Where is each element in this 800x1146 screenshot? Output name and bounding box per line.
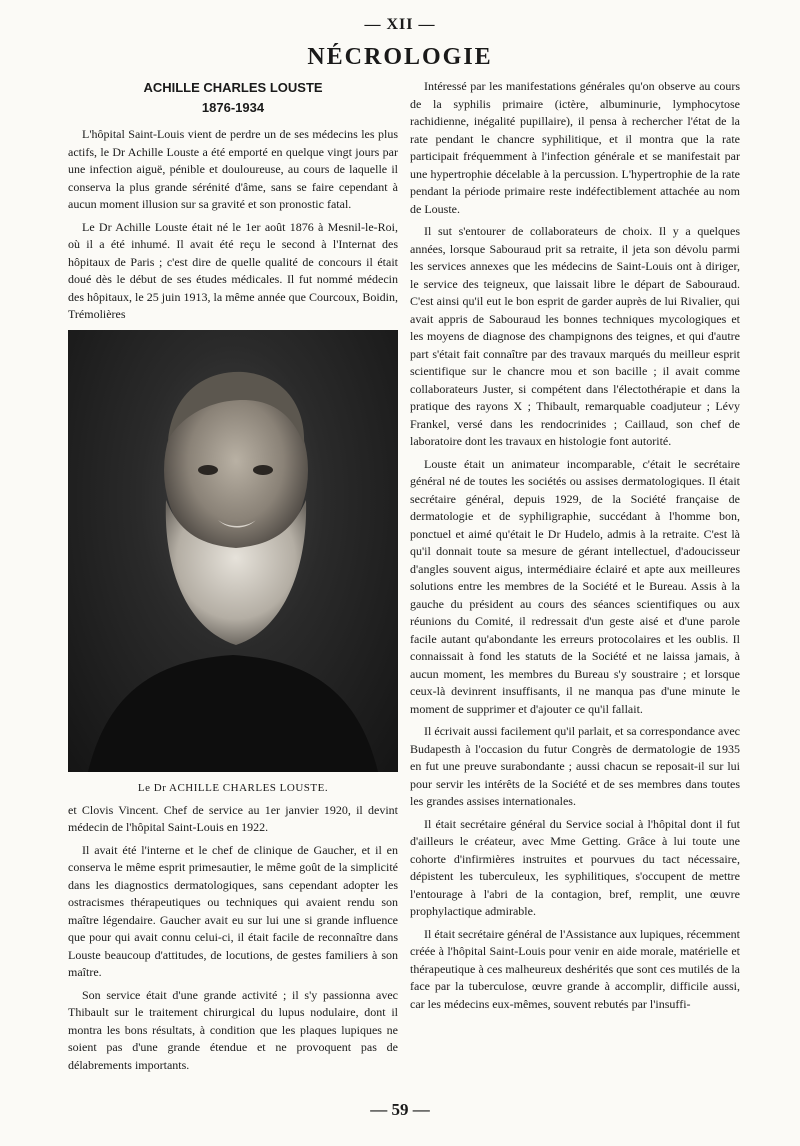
paragraph: L'hôpital Saint-Louis vient de perdre un de ses médecins les plus actifs, le Dr Achille Louste a été emporté en quelque vingt jours par une infection aiguë, pénible et douloureuse, au cours de laquelle il conserva la plus grande sérénité d'âme, sans se faire cependant à aucun moment illusion sur sa gravité et son pronostic fatal. bbox=[68, 127, 398, 211]
paragraph: Son service était d'une grande activité ; il s'y passionna avec Thibault sur le traitement chirurgical du lupus nodulaire, dont il montra les bons résultats, à condition que les plaques lupiques ne soient pas d'une grande étendue et ne provoquent pas de délabrements importants. bbox=[68, 987, 398, 1072]
left-column bbox=[68, 78, 398, 1079]
paragraph: Le Dr Achille Louste était né le 1er août 1876 à Mesnil-le-Roi, où il a été inhumé. Il avait été reçu le second à l'Internat des hôpitaux de Paris ; c'est dire de quelle qualité de concours il était doué dès le début de ses études médicales. Il fut nommé médecin des hôpitaux, le 25 juin 1913, la même année que Courcoux, Boidin, Trémolières bbox=[68, 219, 398, 321]
paragraph: Il avait été l'interne et le chef de clinique de Gaucher, et il en conserva le même esprit primesautier, le même goût de la simplicité dans les diagnostics dermatologiques, sans cependant adopter les ostracismes thérapeutiques ou techniques qui avaient rendu son maître légendaire. Gaucher avait eu sur lui une si grande influence que pour qui avait connu celui-ci, il était facile de reconnaître dans Louste beaucoup d'attitudes, de locutions, de gestes familiers à son maître. bbox=[68, 842, 398, 979]
article-title: ACHILLE CHARLES LOUSTE bbox=[143, 80, 323, 95]
paragraph: Intéressé par les manifestations générales qu'on observe au cours de la syphilis primaire (ictère, albuminurie, lymphocytose rachidienne, inégalité pupillaire), il pensa à rechercher l'état de la rate pendant le chancre syphilitique, et il montra que la rate participait fréquemment à l'infection générale et se manifestait par une hypertrophie décelable à la percussion. L'hypertrophie de la rate pendant la période primaire reste indéfectiblement attachée au nom de Louste. bbox=[410, 79, 740, 216]
portrait-photo bbox=[68, 330, 398, 772]
page-roman-number: — XII — bbox=[364, 16, 436, 33]
paragraph: Il était secrétaire général du Service social à l'hôpital dont il fut d'ailleurs le créateur, avec Mme Getting. Grâce à lui toute une cohorte d'infirmières instruites et pourvues du tact nécessaire, dépistent les tuberculeux, les syphilitiques, s'occupent de mettre l'entourage à l'abri de la contagion, bref, remplit, une œuvre prophylactique admirable. bbox=[410, 816, 740, 918]
page-number: — 59 — bbox=[370, 1100, 430, 1119]
paragraph: et Clovis Vincent. Chef de service au 1er janvier 1920, il devint médecin de l'hôpital Saint-Louis en 1922. bbox=[68, 802, 398, 834]
paragraph: Il écrivait aussi facilement qu'il parlait, et sa correspondance avec Budapesth à l'occasion du futur Congrès de dermatologie de 1935 en fut une preuve surabondante ; aussi chacun se reposait-il sur lui pour servir les intérêts de la Société et de ses membres dans toutes les grandes assises internationales. bbox=[410, 724, 740, 808]
paragraph: Il était secrétaire général de l'Assistance aux lupiques, récemment créée à l'hôpital Saint-Louis pour venir en aide morale, matérielle et thérapeutique à ces malheureux deshérités que sont ces mutilés de la face par la tuberculose, œuvre grande à accomplir, difficile aussi, car les médecins eux-mêmes, souvent rebutés par l'insuffi- bbox=[410, 926, 740, 1011]
paragraph: Louste était un animateur incomparable, c'était le secrétaire général né de toutes les sociétés ou assises dermatologiques. Il était secrétaire général, depuis 1929, de la Société française de dermatologie et de syphiligraphie, succédant à l'homme bon, ponctuel et aimé qu'était le Dr Hudelo, admis à la retraite. C'est là qu'il donnait toute sa mesure de gérant intellectuel, d'adoucisseur d'angles souvent aigus, intermédiaire éclairé et apte aux meilleures solutions entre les membres de la Société et le Bureau. Assis à la gauche du président au cours des séances scientifiques ou aux réunions du Comité, il redressait d'un geste aisé et d'une parole facile autant qu'abondante les erreurs protocolaires et les oublis. Il connaissait à fond les statuts de la Société et ne laissa jamais, à aucun moment, les membres du Bureau s'y soustraire ; et lorsque ceux-là devinrent insuffisants, il ne manqua pas d'une minute le moment de supprimer et d'ajouter ce qu'il fallait. bbox=[410, 456, 740, 716]
paragraph: Il sut s'entourer de collaborateurs de choix. Il y a quelques années, lorsque Sabouraud prit sa retraite, il jeta son dévolu parmi les services annexes que les médecins de Saint-Louis ont à diriger, le service des teigneux, que laissait libre le départ de Sabouraud. C'est ainsi qu'il eut le bon esprit de garder auprès de lui Rivalier, qui avait appris de Sabouraud les bonnes techniques mycologiques et les moyens de diagnose des champignons des teignes, et qui d'autre part s'était fait connaître par des travaux marqués du meilleur esprit scientifique sur le chancre mou et son bacille ; il avait comme collaborateurs Juster, si compétent dans l'électothérapie et dans la pratique des rayons X ; Thibault, remarquable coadjuteur ; Lévy Frankel, versé dans les rendocrinides ; Caillaud, son chef de laboratoire dont les travaux en histologie font autorité. bbox=[410, 224, 740, 448]
right-column bbox=[410, 78, 740, 1018]
article-dates: 1876-1934 bbox=[201, 100, 265, 115]
section-title: NÉCROLOGIE bbox=[307, 44, 493, 70]
portrait-caption: Le Dr ACHILLE CHARLES LOUSTE. bbox=[137, 781, 329, 794]
portrait-illustration bbox=[68, 330, 398, 772]
